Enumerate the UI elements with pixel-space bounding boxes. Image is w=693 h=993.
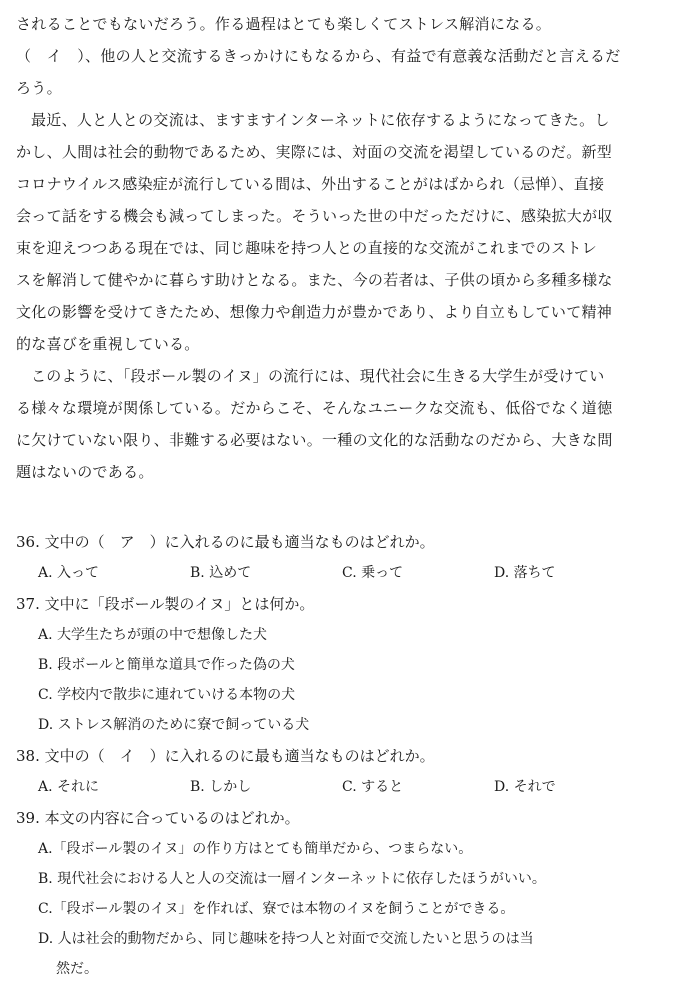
passage-line: 最近、人と人との交流は、ますますインターネットに依存するようになってきた。し xyxy=(31,111,610,129)
passage-line: ろう。 xyxy=(16,79,62,97)
option-b: B. 現代社会における人と人の交流は一層インターネットに依存したほうがいい。 xyxy=(38,871,546,887)
option-b: B. 段ボールと簡単な道具で作った偽の犬 xyxy=(38,657,295,673)
option-a: A. 入って xyxy=(38,565,100,581)
section-gap xyxy=(16,488,677,526)
passage-paragraph-continued xyxy=(16,8,677,104)
option-c: C. 学校内で散歩に連れていける本物の犬 xyxy=(38,687,296,703)
passage-line: （ イ ）、他の人と交流するきっかけにもなるから、有益で有意義な活動だと言えるだ xyxy=(16,47,621,65)
passage-line: 束を迎えつつある現在では、同じ趣味を持つ人との直接的な交流がこれまでのストレ xyxy=(16,239,598,257)
option-a: A. それに xyxy=(38,779,100,795)
option-b: B. 込めて xyxy=(190,565,252,581)
question-stem: 36. 文中の（ ア ）に入れるのに最も適当なものはどれか。 xyxy=(16,533,435,551)
option-a: A.「段ボール製のイヌ」の作り方はとても簡単だから、つまらない。 xyxy=(38,841,473,857)
option-c: C. 乗って xyxy=(342,565,404,581)
passage-line: されることでもないだろう。作る過程はとても楽しくてストレス解消になる。 xyxy=(16,15,552,33)
question-38 xyxy=(16,740,677,802)
option-d-continued: 然だ。 xyxy=(56,961,98,977)
question-36 xyxy=(16,526,677,588)
passage-line: コロナウイルス感染症が流行している間は、外出することがはばかられ（忌惮）、直接 xyxy=(16,175,605,193)
passage-line: る様々な環境が関係している。だからこそ、そんなユニークな交流も、低俗でなく道徳 xyxy=(16,399,613,417)
option-c: C. すると xyxy=(342,779,404,795)
passage-paragraph-2 xyxy=(16,104,677,360)
passage-line: かし、人間は社会的動物であるため、実際には、対面の交流を渇望しているのだ。新型 xyxy=(16,143,613,161)
option-d: D. 人は社会的動物だから、同じ趣味を持つ人と対面で交流したいと思うのは当 xyxy=(38,931,534,947)
question-stem: 37. 文中に「段ボール製のイヌ」とは何か。 xyxy=(16,595,315,613)
question-stem: 38. 文中の（ イ ）に入れるのに最も適当なものはどれか。 xyxy=(16,747,435,765)
passage-line: 文化の影響を受けてきたため、想像力や創造力が豊かであり、より自立もしていて精神 xyxy=(16,303,613,321)
passage-paragraph-3 xyxy=(16,360,677,488)
passage-line: 的な喜びを重視している。 xyxy=(16,335,200,353)
option-row xyxy=(16,558,677,588)
question-39 xyxy=(16,802,677,984)
option-d: D. ストレス解消のために寮で飼っている犬 xyxy=(38,717,310,733)
question-37 xyxy=(16,588,677,740)
passage-line: に欠けていない限り、非難する必要はない。一種の文化的な活動なのだから、大きな問 xyxy=(16,431,613,449)
passage-line: 会って話をする機会も減ってしまった。そういった世の中だっただけに、感染拡大が収 xyxy=(16,207,613,225)
option-b: B. しかし xyxy=(190,779,252,795)
passage-line: スを解消して健やかに暮らす助けとなる。また、今の若者は、子供の頃から多種多様な xyxy=(16,271,613,289)
option-d: D. それで xyxy=(494,779,556,795)
passage-line: このように、「段ボール製のイヌ」の流行には、現代社会に生きる大学生が受けてい xyxy=(31,367,605,385)
option-c: C.「段ボール製のイヌ」を作れば、寮では本物のイヌを飼うことができる。 xyxy=(38,901,515,917)
option-row xyxy=(16,772,677,802)
passage-line: 題はないのである。 xyxy=(16,463,154,481)
option-d: D. 落ちて xyxy=(494,565,556,581)
question-stem: 39. 本文の内容に合っているのはどれか。 xyxy=(16,809,300,827)
option-a: A. 大学生たちが頭の中で想像した犬 xyxy=(38,627,268,643)
